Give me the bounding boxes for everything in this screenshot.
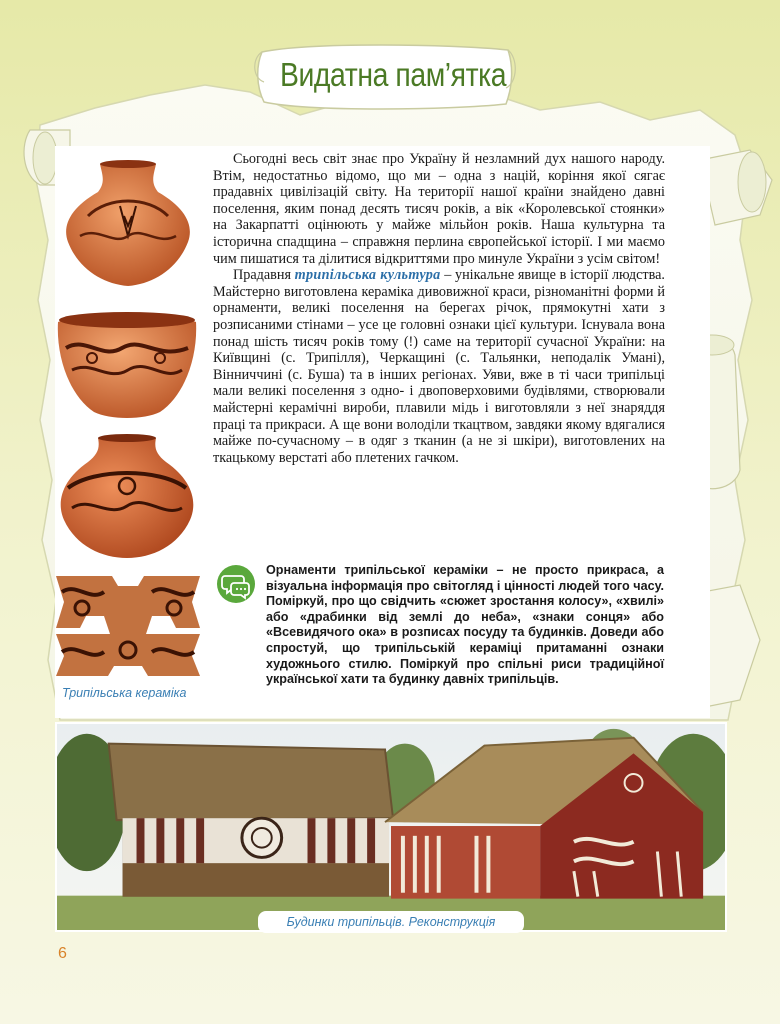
paragraph-trypillia [213,267,665,466]
page-title: Видатна пам’ятка [280,56,507,93]
paragraph-intro: Сьогодні весь світ знає про Україну й незламний дух нашого народу. Втім, недостатньо відомо, що ми – одна з націй, коріння якої сягає прадавніх цивілізацій світу. На території нашої країни знайдено давні поселення, яким понад десять тисяч років, а вік «Королевської стоянки» на Закарпатті оцінюють у майже мільйон років. Наша культурна та історична спадщина – справжня перлина європейської історії. І ми маємо чим пишатися та ділитися відкриттями про минуле України з усім світом! [213,151,665,267]
trypillia-houses-photo [55,722,727,932]
pottery-vessel-3 [54,432,200,562]
main-text [213,151,665,466]
page-number: 6 [58,945,67,962]
pottery-ornament-fragment [52,572,204,680]
houses-caption: Будинки трипільців. Реконструкція [258,911,524,933]
trypillia-culture-term: трипільська культура [294,267,441,284]
pottery-vessel-1 [58,156,198,291]
ceramics-caption: Трипільська кераміка [62,686,187,700]
paragraph-trypillia-start: Прадавня [233,267,295,284]
pottery-vessel-2 [52,308,202,420]
task-text: Орнаменти трипільської кераміки – не просто прикраса, а візуальна інформація про світогляд і цінності людей того часу. Поміркуй, про що свідчить «сюжет зростання колосу», «хвилі» або «драбинки від землі до неба», «знаки сонця» або «Всевидячого ока» в розписах посуду та будинків. Доведи або спростуй, що трипільській кераміці притаманні ознаки художнього стилю. Поміркуй про спільні риси традиційної української хати та будинку давніх трипільців. [266,563,664,687]
paragraph-trypillia-rest: – унікальне явище в історії людства. Майстерно виготовлена кераміка дивовижної краси, різноманітні форми й орнаменти, великі поселення на берегах річок, прямокутні хати з розписаними стінами – усе це головні ознаки цієї культури. Існувала вона понад шість тисяч років тому (!) саме на території сучасної України: на Київщині (с. Трипілля), Черкащині (с. Тальянки, неподалік Умані), Вінниччині (с. Буша) та в інших регіонах. Уяви, вже в ті часи трипільці мали великі поселення з одно- і двоповерховими будівлями, створювали майстерні керамічні вироби, плавили мідь і виготовляли з неї знаряддя праці та прикраси. А ще вони володіли ткацтвом, завдяки якому вдягалися майже по-сучасному – в одяг з тканин (а не зі шкіри), виготовлених на ткацькому верстаті або плетених гачком. [213,267,665,466]
speech-bubbles-icon [216,564,256,604]
